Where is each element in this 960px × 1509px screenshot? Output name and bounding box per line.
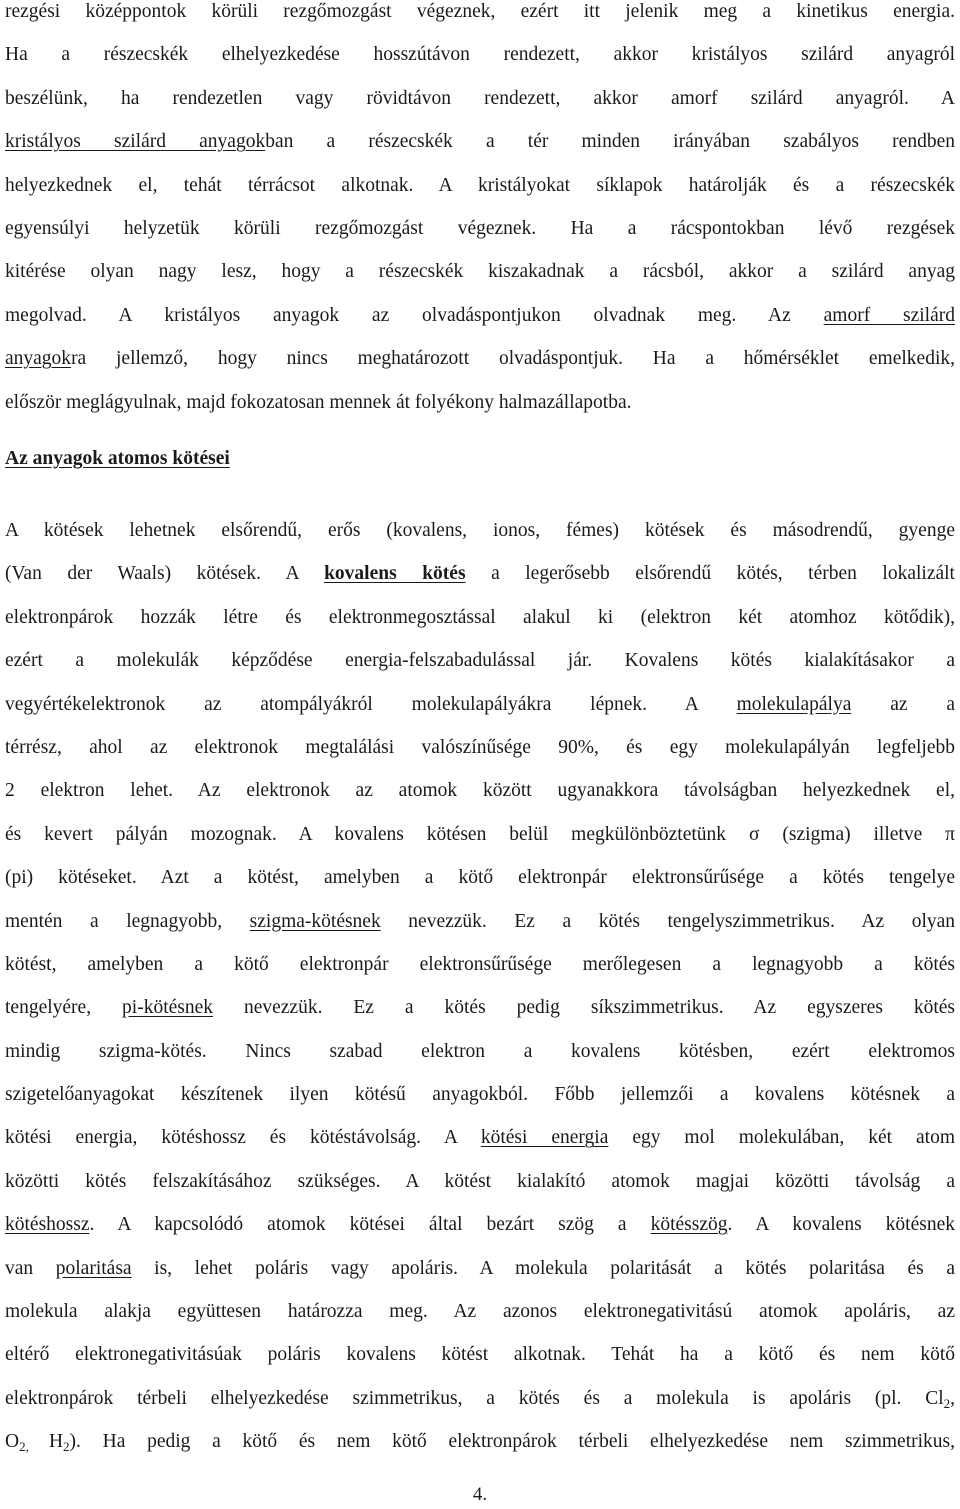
text-line: [5, 337, 955, 380]
subscript: 2: [63, 1439, 70, 1455]
text-span: egy mol molekulában, két atom: [608, 1127, 955, 1149]
term-amorf-szilard: amorf szilárd: [823, 304, 955, 326]
text-line: [5, 1116, 955, 1159]
text-line: helyezkednek el, tehát térrácsot alkotnak. A kristályokat síklapok határolják és a részecskék: [5, 174, 955, 196]
term-kristalyos-szilard-anyagok: kristályos szilárd anyagok: [5, 131, 266, 153]
text-span: is, lehet poláris vagy apoláris. A molekula polaritását a kötés polaritása és a: [131, 1257, 955, 1279]
text-line: [5, 120, 955, 163]
text-span: kötési energia, kötéshossz és kötéstávolság. A: [5, 1127, 481, 1149]
term-kovalens-kotes: kovalens kötés: [324, 563, 466, 585]
text-span: nevezzük. Ez a kötés tengelyszimmetrikus. Az olyan: [380, 910, 956, 932]
text-line: és kevert pályán mozognak. A kovalens kötésen belül megkülönböztetünk σ (szigma) illetve π: [5, 823, 955, 845]
text-line: Ha a részecskék elhelyezkedése hosszútávon rendezett, akkor kristályos szilárd anyagról: [5, 44, 955, 66]
text-line: A kötések lehetnek elsőrendű, erős (kovalens, ionos, fémes) kötések és másodrendű, gyenge: [5, 520, 955, 541]
text-line: [5, 1420, 955, 1463]
term-anyagok: anyagok: [5, 348, 72, 370]
text-line: először meglágyulnak, majd fokozatosan mennek át folyékony halmazállapotba.: [5, 391, 632, 413]
term-molekulapalya: molekulapálya: [736, 693, 852, 715]
paragraph-covalent-bond: [5, 509, 955, 1464]
text-span: (Van der Waals) kötések. A: [5, 563, 325, 585]
text-line: szigetelőanyagokat készítenek ilyen kötésű anyagokból. Főbb jellemzői a kovalens kötésnek a: [5, 1084, 955, 1106]
text-line: közötti kötés felszakításához szükséges. A kötést kialakító atomok magjai közötti távolság a: [5, 1170, 955, 1192]
text-span: H: [48, 1431, 64, 1453]
subscript: 2,: [19, 1439, 49, 1455]
text-line: mindig szigma-kötés. Nincs szabad elektron a kovalens kötésben, ezért elektromos: [5, 1040, 955, 1062]
text-span: ra jellemző, hogy nincs meghatározott olvadáspontjuk. Ha a hőmérséklet emelkedik,: [71, 348, 955, 370]
text-span: . A kapcsolódó atomok kötései által bezárt szög a: [89, 1214, 651, 1236]
subscript: 2: [943, 1395, 951, 1411]
text-span: van: [5, 1257, 56, 1279]
text-span: ). Ha pedig a kötő és nem kötő elektronpárok térbeli elhelyezkedése nem szimmetrikus,: [69, 1431, 955, 1453]
term-polaritasa: polaritása: [55, 1257, 132, 1279]
text-line: 2 elektron lehet. Az elektronok az atomok között ugyanakkora távolságban helyezkednek el,: [5, 780, 955, 802]
text-span: vegyértékelektronok az atompályákról molekulapályákra lépnek. A: [5, 693, 737, 715]
text-line: [5, 900, 955, 943]
text-line: rezgési középpontok körüli rezgőmozgást végeznek, ezért itt jelenik meg a kinetikus energia.: [5, 1, 955, 22]
text-line: (pi) kötéseket. Azt a kötést, amelyben a kötő elektronpár elektronsűrűsége a kötés tengelye: [5, 867, 955, 889]
section-heading: Az anyagok atomos kötései: [5, 448, 230, 469]
text-line: kötést, amelyben a kötő elektronpár elektronsűrűsége merőlegesen a legnagyobb a kötés: [5, 953, 955, 975]
text-line: [5, 683, 955, 726]
text-span: a legerősebb elsőrendű kötés, térben lokalizált: [465, 563, 955, 585]
term-kotesi-energia: kötési energia: [480, 1127, 609, 1149]
text-span: O: [5, 1431, 20, 1453]
text-line: eltérő elektronegativitásúak poláris kovalens kötést alkotnak. Tehát ha a kötő és nem kötő: [5, 1344, 955, 1366]
text-line: [5, 294, 955, 337]
term-koteshossz: kötéshossz: [5, 1214, 90, 1236]
term-kotesszog: kötésszög: [650, 1214, 728, 1236]
term-szigma-kotes: szigma-kötésnek: [249, 910, 381, 932]
text-span: az a: [851, 693, 955, 715]
text-span: tengelyére,: [5, 997, 123, 1019]
text-span: ban a részecskék a tér minden irányában szabályos rendben: [265, 131, 955, 153]
text-line: molekula alakja együttesen határozza meg. Az azonos elektronegativitású atomok apoláris, az: [5, 1301, 955, 1323]
text-line: [5, 986, 955, 1029]
text-line: [5, 552, 955, 595]
text-line: [5, 1247, 955, 1290]
text-span: elektronpárok térbeli elhelyezkedése szimmetrikus, a kötés és a molekula is apoláris (pl. Cl: [5, 1387, 944, 1409]
text-line: térrész, ahol az elektronok megtalálási valószínűsége 90%, és egy molekulapályán legfeljebb: [5, 736, 955, 758]
text-line: kitérése olyan nagy lesz, hogy a részecskék kiszakadnak a rácsból, akkor a szilárd anyag: [5, 261, 955, 283]
text-line: [5, 1377, 955, 1420]
paragraph-solid-states: [5, 0, 955, 424]
text-line: ezért a molekulák képződése energia-felszabadulással jár. Kovalens kötés kialakításakor a: [5, 650, 955, 672]
text-span: megolvad. A kristályos anyagok az olvadáspontjukon olvadnak meg. Az: [5, 304, 824, 326]
text-line: egyensúlyi helyzetük körüli rezgőmozgást végeznek. Ha a rácspontokban lévő rezgések: [5, 217, 955, 239]
text-span: . A kovalens kötésnek: [727, 1214, 955, 1236]
text-line: [5, 1203, 955, 1246]
term-pi-kotes: pi-kötésnek: [122, 997, 214, 1019]
text-span: nevezzük. Ez a kötés pedig síkszimmetrikus. Az egyszeres kötés: [213, 997, 956, 1019]
text-span: ,: [950, 1387, 955, 1409]
text-line: elektronpárok hozzák létre és elektronmegosztással alakul ki (elektron két atomhoz kötődik),: [5, 606, 955, 628]
page-number: 4.: [472, 1484, 488, 1505]
text-line: beszélünk, ha rendezetlen vagy rövidtávon rendezett, akkor amorf szilárd anyagról. A: [5, 87, 955, 109]
text-span: mentén a legnagyobb,: [5, 910, 250, 932]
